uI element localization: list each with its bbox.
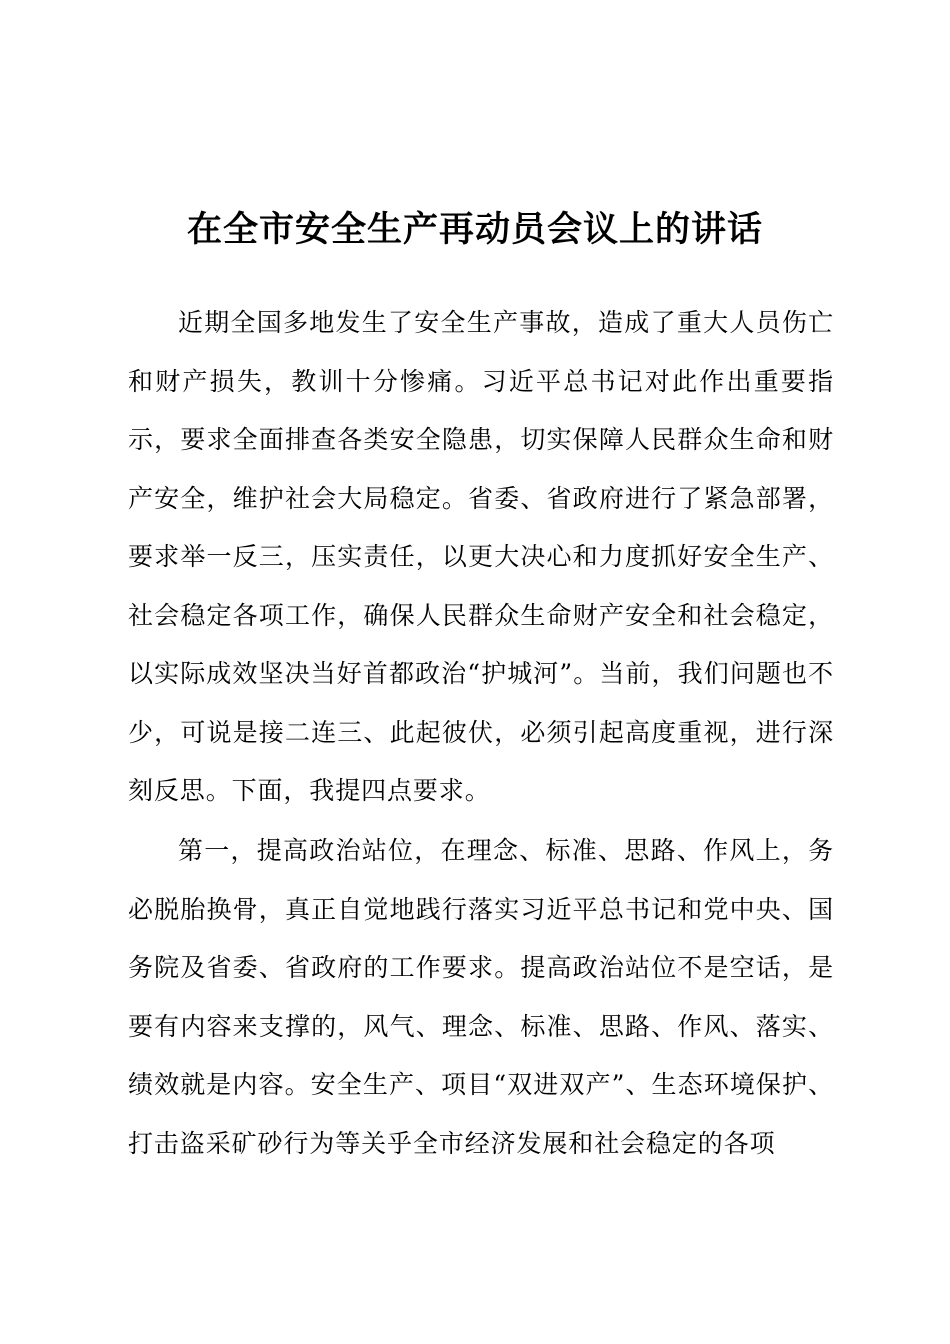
page-title: 在全市安全生产再动员会议上的讲话 — [186, 209, 763, 250]
paragraph-1: 近期全国多地发生了安全生产事故，造成了重大人员伤亡和财产损失，教训十分惨痛。习近平总书记对此作出重要指示，要求全面排查各类安全隐患，切实保障人民群众生命和财产安全，维护社会大局稳定。省委、省政府进行了紧急部署，要求举一反三，压实责任，以更大决心和力度抓好安全生产、社会稳定各项工作，确保人民群众生命财产安全和社会稳定，以实际成效坚决当好首都政治“护城河”。当前，我们问题也不少，可说是接二连三、此起彼伏，必须引起高度重视，进行深刻反思。下面，我提四点要求。 — [128, 308, 834, 805]
paragraph-2: 第一，提高政治站位，在理念、标准、思路、作风上，务必脱胎换骨，真正自觉地践行落实习近平总书记和党中央、国务院及省委、省政府的工作要求。提高政治站位不是空话，是要有内容来支撑的，风气、理念、标准、思路、作风、落实、绩效就是内容。安全生产、项目“双进双产”、生态环境保护、打击盗采矿砂行为等关乎全市经济发展和社会稳定的各项 — [128, 836, 834, 1158]
